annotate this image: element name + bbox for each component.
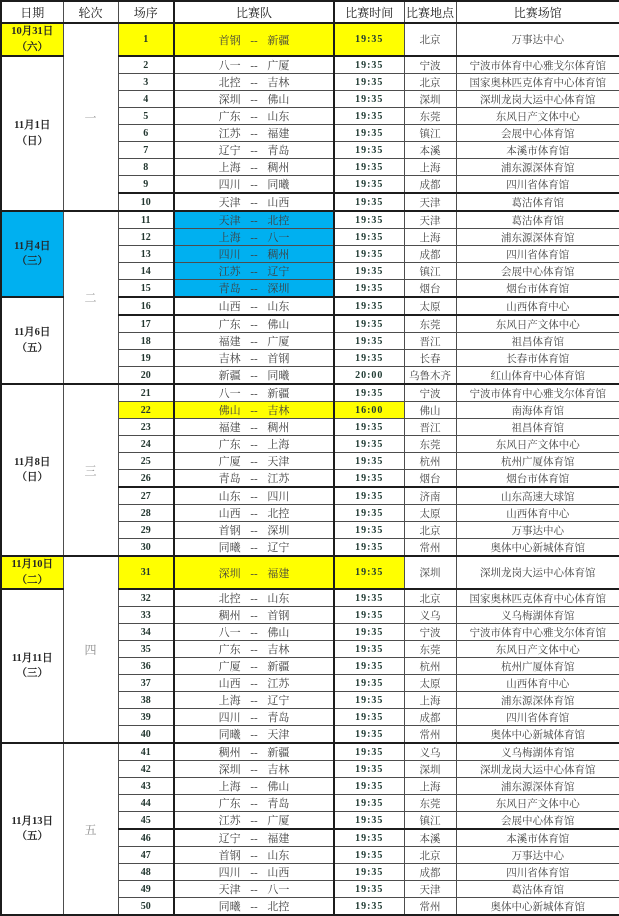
venue-cell: 奥体中心新城体育馆 xyxy=(456,539,619,557)
venue-cell: 东风日产文体中心 xyxy=(456,315,619,333)
location-cell: 烟台 xyxy=(404,470,456,488)
location-cell: 济南 xyxy=(404,487,456,505)
location-cell: 天津 xyxy=(404,193,456,211)
location-cell: 宁波 xyxy=(404,624,456,641)
time-cell: 19:35 xyxy=(334,74,404,91)
match-no-cell: 11 xyxy=(118,211,174,229)
teams-cell: 江苏 -- 辽宁 xyxy=(174,263,334,280)
time-cell: 19:35 xyxy=(334,726,404,744)
time-cell: 19:35 xyxy=(334,436,404,453)
venue-cell: 山东高速大球馆 xyxy=(456,487,619,505)
location-cell: 天津 xyxy=(404,211,456,229)
teams-cell: 辽宁 -- 青岛 xyxy=(174,142,334,159)
match-no-cell: 18 xyxy=(118,333,174,350)
location-cell: 镇江 xyxy=(404,812,456,830)
match-no-cell: 30 xyxy=(118,539,174,557)
teams-cell: 广东 -- 吉林 xyxy=(174,641,334,658)
teams-cell: 四川 -- 山西 xyxy=(174,864,334,881)
teams-cell: 天津 -- 八一 xyxy=(174,881,334,898)
time-cell: 19:35 xyxy=(334,280,404,298)
venue-cell: 义乌梅湖体育馆 xyxy=(456,607,619,624)
time-cell: 19:35 xyxy=(334,350,404,367)
location-cell: 义乌 xyxy=(404,607,456,624)
match-no-cell: 39 xyxy=(118,709,174,726)
match-no-cell: 36 xyxy=(118,658,174,675)
venue-cell: 义乌梅湖体育馆 xyxy=(456,743,619,761)
match-no-cell: 14 xyxy=(118,263,174,280)
location-cell: 成都 xyxy=(404,176,456,194)
time-cell: 19:35 xyxy=(334,522,404,539)
match-no-cell: 19 xyxy=(118,350,174,367)
match-no-cell: 12 xyxy=(118,229,174,246)
time-cell: 19:35 xyxy=(334,658,404,675)
location-cell: 北京 xyxy=(404,522,456,539)
match-no-cell: 46 xyxy=(118,829,174,847)
location-cell: 东莞 xyxy=(404,641,456,658)
teams-cell: 广东 -- 青岛 xyxy=(174,795,334,812)
venue-cell: 浦东源深体育馆 xyxy=(456,778,619,795)
venue-cell: 深圳龙岗大运中心体育馆 xyxy=(456,556,619,589)
teams-cell: 稠州 -- 新疆 xyxy=(174,743,334,761)
location-cell: 北京 xyxy=(404,589,456,607)
match-no-cell: 9 xyxy=(118,176,174,194)
teams-cell: 佛山 -- 吉林 xyxy=(174,402,334,419)
time-cell: 19:35 xyxy=(334,761,404,778)
date-cell: 11月13日 （五） xyxy=(1,743,63,915)
match-no-cell: 42 xyxy=(118,761,174,778)
venue-cell: 杭州广厦体育馆 xyxy=(456,453,619,470)
location-cell: 常州 xyxy=(404,539,456,557)
time-cell: 19:35 xyxy=(334,108,404,125)
venue-cell: 东风日产文体中心 xyxy=(456,641,619,658)
time-cell: 19:35 xyxy=(334,864,404,881)
location-cell: 东莞 xyxy=(404,795,456,812)
location-cell: 北京 xyxy=(404,74,456,91)
venue-cell: 长春市体育馆 xyxy=(456,350,619,367)
match-no-cell: 6 xyxy=(118,125,174,142)
match-no-cell: 45 xyxy=(118,812,174,830)
teams-cell: 广东 -- 山东 xyxy=(174,108,334,125)
venue-cell: 会展中心体育馆 xyxy=(456,812,619,830)
match-no-cell: 34 xyxy=(118,624,174,641)
time-cell: 19:35 xyxy=(334,176,404,194)
time-cell: 19:35 xyxy=(334,795,404,812)
venue-cell: 深圳龙岗大运中心体育馆 xyxy=(456,91,619,108)
match-no-cell: 38 xyxy=(118,692,174,709)
venue-cell: 国家奥林匹克体育中心体育馆 xyxy=(456,74,619,91)
time-cell: 19:35 xyxy=(334,297,404,315)
match-no-cell: 44 xyxy=(118,795,174,812)
location-cell: 本溪 xyxy=(404,829,456,847)
time-cell: 19:35 xyxy=(334,709,404,726)
time-cell: 19:35 xyxy=(334,419,404,436)
match-no-cell: 23 xyxy=(118,419,174,436)
teams-cell: 深圳 -- 福建 xyxy=(174,556,334,589)
match-no-cell: 22 xyxy=(118,402,174,419)
match-no-cell: 47 xyxy=(118,847,174,864)
teams-cell: 四川 -- 同曦 xyxy=(174,176,334,194)
match-no-cell: 2 xyxy=(118,56,174,74)
location-cell: 天津 xyxy=(404,881,456,898)
location-cell: 成都 xyxy=(404,864,456,881)
location-cell: 上海 xyxy=(404,229,456,246)
time-cell: 19:35 xyxy=(334,556,404,589)
header-round: 轮次 xyxy=(63,1,118,23)
venue-cell: 东风日产文体中心 xyxy=(456,108,619,125)
location-cell: 成都 xyxy=(404,246,456,263)
round-cell: 一 xyxy=(63,23,118,211)
teams-cell: 山东 -- 四川 xyxy=(174,487,334,505)
teams-cell: 上海 -- 稠州 xyxy=(174,159,334,176)
teams-cell: 稠州 -- 首钢 xyxy=(174,607,334,624)
teams-cell: 广东 -- 上海 xyxy=(174,436,334,453)
teams-cell: 广厦 -- 天津 xyxy=(174,453,334,470)
date-cell: 11月10日 （二） xyxy=(1,556,63,589)
match-no-cell: 24 xyxy=(118,436,174,453)
teams-cell: 四川 -- 青岛 xyxy=(174,709,334,726)
time-cell: 19:35 xyxy=(334,333,404,350)
match-no-cell: 15 xyxy=(118,280,174,298)
match-no-cell: 20 xyxy=(118,367,174,385)
venue-cell: 奥体中心新城体育馆 xyxy=(456,898,619,916)
teams-cell: 四川 -- 稠州 xyxy=(174,246,334,263)
location-cell: 上海 xyxy=(404,159,456,176)
time-cell: 19:35 xyxy=(334,470,404,488)
time-cell: 19:35 xyxy=(334,193,404,211)
header-time: 比赛时间 xyxy=(334,1,404,23)
match-no-cell: 48 xyxy=(118,864,174,881)
teams-cell: 新疆 -- 同曦 xyxy=(174,367,334,385)
header-location: 比赛地点 xyxy=(404,1,456,23)
match-no-cell: 37 xyxy=(118,675,174,692)
venue-cell: 四川省体育馆 xyxy=(456,864,619,881)
match-no-cell: 33 xyxy=(118,607,174,624)
venue-cell: 深圳龙岗大运中心体育馆 xyxy=(456,761,619,778)
time-cell: 19:35 xyxy=(334,263,404,280)
time-cell: 19:35 xyxy=(334,315,404,333)
time-cell: 19:35 xyxy=(334,159,404,176)
time-cell: 19:35 xyxy=(334,91,404,108)
time-cell: 19:35 xyxy=(334,453,404,470)
venue-cell: 万事达中心 xyxy=(456,522,619,539)
location-cell: 杭州 xyxy=(404,453,456,470)
teams-cell: 首钢 -- 新疆 xyxy=(174,23,334,56)
date-cell: 11月11日 （三） xyxy=(1,589,63,743)
teams-cell: 山西 -- 山东 xyxy=(174,297,334,315)
teams-cell: 北控 -- 吉林 xyxy=(174,74,334,91)
location-cell: 常州 xyxy=(404,726,456,744)
teams-cell: 天津 -- 北控 xyxy=(174,211,334,229)
venue-cell: 东风日产文体中心 xyxy=(456,436,619,453)
venue-cell: 宁波市体育中心雅戈尔体育馆 xyxy=(456,384,619,402)
location-cell: 北京 xyxy=(404,847,456,864)
time-cell: 19:35 xyxy=(334,641,404,658)
time-cell: 16:00 xyxy=(334,402,404,419)
match-row xyxy=(1,23,619,56)
teams-cell: 福建 -- 广厦 xyxy=(174,333,334,350)
location-cell: 烟台 xyxy=(404,280,456,298)
location-cell: 镇江 xyxy=(404,263,456,280)
time-cell: 19:35 xyxy=(334,589,404,607)
location-cell: 乌鲁木齐 xyxy=(404,367,456,385)
location-cell: 东莞 xyxy=(404,108,456,125)
time-cell: 19:35 xyxy=(334,692,404,709)
location-cell: 常州 xyxy=(404,898,456,916)
venue-cell: 国家奥林匹克体育中心体育馆 xyxy=(456,589,619,607)
match-no-cell: 21 xyxy=(118,384,174,402)
teams-cell: 广东 -- 佛山 xyxy=(174,315,334,333)
location-cell: 杭州 xyxy=(404,658,456,675)
teams-cell: 江苏 -- 广厦 xyxy=(174,812,334,830)
match-no-cell: 43 xyxy=(118,778,174,795)
venue-cell: 四川省体育馆 xyxy=(456,246,619,263)
header-row xyxy=(1,1,619,23)
time-cell: 19:35 xyxy=(334,125,404,142)
time-cell: 19:35 xyxy=(334,229,404,246)
teams-cell: 天津 -- 山西 xyxy=(174,193,334,211)
match-no-cell: 1 xyxy=(118,23,174,56)
time-cell: 19:35 xyxy=(334,778,404,795)
venue-cell: 四川省体育馆 xyxy=(456,176,619,194)
location-cell: 深圳 xyxy=(404,91,456,108)
location-cell: 成都 xyxy=(404,709,456,726)
round-cell: 三 xyxy=(63,384,118,556)
match-row xyxy=(1,211,619,229)
location-cell: 佛山 xyxy=(404,402,456,419)
time-cell: 19:35 xyxy=(334,246,404,263)
location-cell: 宁波 xyxy=(404,56,456,74)
time-cell: 19:35 xyxy=(334,505,404,522)
teams-cell: 上海 -- 八一 xyxy=(174,229,334,246)
header-match-no: 场序 xyxy=(118,1,174,23)
time-cell: 19:35 xyxy=(334,829,404,847)
match-no-cell: 5 xyxy=(118,108,174,125)
venue-cell: 山西体育中心 xyxy=(456,297,619,315)
match-no-cell: 8 xyxy=(118,159,174,176)
venue-cell: 葛沽体育馆 xyxy=(456,211,619,229)
date-cell: 10月31日 （六） xyxy=(1,23,63,56)
venue-cell: 浦东源深体育馆 xyxy=(456,159,619,176)
venue-cell: 会展中心体育馆 xyxy=(456,125,619,142)
time-cell: 19:35 xyxy=(334,142,404,159)
teams-cell: 八一 -- 广厦 xyxy=(174,56,334,74)
match-no-cell: 40 xyxy=(118,726,174,744)
time-cell: 19:35 xyxy=(334,539,404,557)
match-no-cell: 28 xyxy=(118,505,174,522)
time-cell: 20:00 xyxy=(334,367,404,385)
time-cell: 19:35 xyxy=(334,56,404,74)
location-cell: 上海 xyxy=(404,692,456,709)
match-no-cell: 41 xyxy=(118,743,174,761)
venue-cell: 万事达中心 xyxy=(456,23,619,56)
venue-cell: 杭州广厦体育馆 xyxy=(456,658,619,675)
venue-cell: 烟台市体育馆 xyxy=(456,280,619,298)
venue-cell: 浦东源深体育馆 xyxy=(456,229,619,246)
teams-cell: 福建 -- 稠州 xyxy=(174,419,334,436)
location-cell: 晋江 xyxy=(404,333,456,350)
match-no-cell: 35 xyxy=(118,641,174,658)
round-cell: 五 xyxy=(63,743,118,915)
teams-cell: 山西 -- 北控 xyxy=(174,505,334,522)
teams-cell: 八一 -- 新疆 xyxy=(174,384,334,402)
date-cell: 11月1日 （日） xyxy=(1,56,63,211)
time-cell: 19:35 xyxy=(334,675,404,692)
match-no-cell: 26 xyxy=(118,470,174,488)
match-no-cell: 31 xyxy=(118,556,174,589)
teams-cell: 山西 -- 江苏 xyxy=(174,675,334,692)
match-no-cell: 25 xyxy=(118,453,174,470)
location-cell: 宁波 xyxy=(404,384,456,402)
location-cell: 东莞 xyxy=(404,436,456,453)
match-no-cell: 16 xyxy=(118,297,174,315)
venue-cell: 本溪市体育馆 xyxy=(456,829,619,847)
teams-cell: 吉林 -- 首钢 xyxy=(174,350,334,367)
venue-cell: 会展中心体育馆 xyxy=(456,263,619,280)
time-cell: 19:35 xyxy=(334,847,404,864)
venue-cell: 浦东源深体育馆 xyxy=(456,692,619,709)
venue-cell: 红山体育中心体育馆 xyxy=(456,367,619,385)
venue-cell: 南海体育馆 xyxy=(456,402,619,419)
match-no-cell: 17 xyxy=(118,315,174,333)
match-no-cell: 29 xyxy=(118,522,174,539)
match-row xyxy=(1,743,619,761)
time-cell: 19:35 xyxy=(334,743,404,761)
venue-cell: 烟台市体育馆 xyxy=(456,470,619,488)
match-no-cell: 32 xyxy=(118,589,174,607)
header-date: 日期 xyxy=(1,1,63,23)
date-cell: 11月4日 （三） xyxy=(1,211,63,297)
teams-cell: 深圳 -- 吉林 xyxy=(174,761,334,778)
teams-cell: 深圳 -- 佛山 xyxy=(174,91,334,108)
time-cell: 19:35 xyxy=(334,812,404,830)
match-no-cell: 10 xyxy=(118,193,174,211)
time-cell: 19:35 xyxy=(334,607,404,624)
location-cell: 深圳 xyxy=(404,556,456,589)
venue-cell: 山西体育中心 xyxy=(456,675,619,692)
schedule-table-body xyxy=(1,23,619,915)
match-no-cell: 13 xyxy=(118,246,174,263)
date-cell: 11月8日 （日） xyxy=(1,384,63,556)
venue-cell: 宁波市体育中心雅戈尔体育馆 xyxy=(456,624,619,641)
teams-cell: 同曦 -- 辽宁 xyxy=(174,539,334,557)
header-teams: 比赛队 xyxy=(174,1,334,23)
venue-cell: 东风日产文体中心 xyxy=(456,795,619,812)
match-row xyxy=(1,384,619,402)
teams-cell: 上海 -- 佛山 xyxy=(174,778,334,795)
teams-cell: 首钢 -- 深圳 xyxy=(174,522,334,539)
venue-cell: 宁波市体育中心雅戈尔体育馆 xyxy=(456,56,619,74)
match-no-cell: 3 xyxy=(118,74,174,91)
date-cell: 11月6日 （五） xyxy=(1,297,63,384)
match-no-cell: 7 xyxy=(118,142,174,159)
header-venue: 比赛场馆 xyxy=(456,1,619,23)
location-cell: 晋江 xyxy=(404,419,456,436)
teams-cell: 同曦 -- 天津 xyxy=(174,726,334,744)
location-cell: 镇江 xyxy=(404,125,456,142)
venue-cell: 葛沽体育馆 xyxy=(456,881,619,898)
location-cell: 东莞 xyxy=(404,315,456,333)
teams-cell: 同曦 -- 北控 xyxy=(174,898,334,916)
location-cell: 本溪 xyxy=(404,142,456,159)
match-no-cell: 4 xyxy=(118,91,174,108)
round-cell: 二 xyxy=(63,211,118,384)
venue-cell: 葛沽体育馆 xyxy=(456,193,619,211)
teams-cell: 辽宁 -- 福建 xyxy=(174,829,334,847)
venue-cell: 祖昌体育馆 xyxy=(456,333,619,350)
teams-cell: 青岛 -- 深圳 xyxy=(174,280,334,298)
match-no-cell: 49 xyxy=(118,881,174,898)
location-cell: 北京 xyxy=(404,23,456,56)
round-cell: 四 xyxy=(63,556,118,743)
venue-cell: 本溪市体育馆 xyxy=(456,142,619,159)
match-no-cell: 27 xyxy=(118,487,174,505)
time-cell: 19:35 xyxy=(334,23,404,56)
time-cell: 19:35 xyxy=(334,384,404,402)
teams-cell: 江苏 -- 福建 xyxy=(174,125,334,142)
time-cell: 19:35 xyxy=(334,624,404,641)
location-cell: 长春 xyxy=(404,350,456,367)
teams-cell: 上海 -- 辽宁 xyxy=(174,692,334,709)
time-cell: 19:35 xyxy=(334,487,404,505)
location-cell: 太原 xyxy=(404,505,456,522)
time-cell: 19:35 xyxy=(334,211,404,229)
teams-cell: 八一 -- 佛山 xyxy=(174,624,334,641)
teams-cell: 青岛 -- 江苏 xyxy=(174,470,334,488)
location-cell: 上海 xyxy=(404,778,456,795)
venue-cell: 万事达中心 xyxy=(456,847,619,864)
teams-cell: 首钢 -- 山东 xyxy=(174,847,334,864)
match-no-cell: 50 xyxy=(118,898,174,916)
time-cell: 19:35 xyxy=(334,881,404,898)
venue-cell: 奥体中心新城体育馆 xyxy=(456,726,619,744)
venue-cell: 祖昌体育馆 xyxy=(456,419,619,436)
venue-cell: 四川省体育馆 xyxy=(456,709,619,726)
location-cell: 深圳 xyxy=(404,761,456,778)
teams-cell: 广厦 -- 新疆 xyxy=(174,658,334,675)
venue-cell: 山西体育中心 xyxy=(456,505,619,522)
location-cell: 义乌 xyxy=(404,743,456,761)
location-cell: 太原 xyxy=(404,675,456,692)
teams-cell: 北控 -- 山东 xyxy=(174,589,334,607)
match-row xyxy=(1,556,619,589)
location-cell: 太原 xyxy=(404,297,456,315)
time-cell: 19:35 xyxy=(334,898,404,916)
